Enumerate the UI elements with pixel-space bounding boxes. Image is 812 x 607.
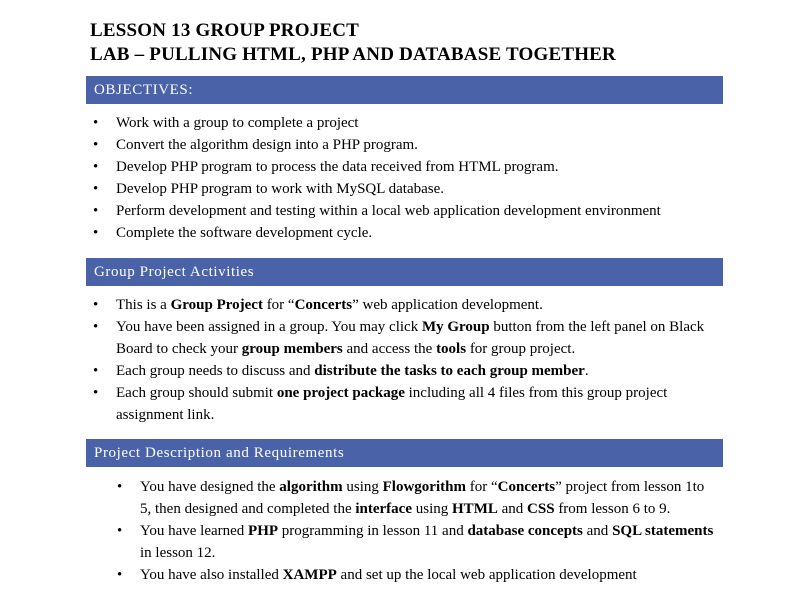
text-run: for group project. bbox=[466, 341, 576, 357]
text-run-bold: SQL statements bbox=[612, 523, 714, 539]
text-run: from lesson 6 to 9. bbox=[554, 501, 671, 517]
bullet-icon: • bbox=[93, 363, 99, 379]
text-run: and bbox=[497, 501, 528, 517]
text-run-bold: distribute the tasks to each group member bbox=[314, 363, 585, 379]
list-item bbox=[90, 200, 730, 222]
list-item bbox=[90, 382, 730, 426]
bullet-icon: • bbox=[117, 479, 123, 495]
text-run: for “ bbox=[262, 297, 295, 313]
bullet-icon: • bbox=[93, 137, 99, 153]
list-item bbox=[90, 134, 730, 156]
text-run-bold: Concerts bbox=[294, 297, 353, 313]
list-item bbox=[114, 520, 714, 564]
activities-heading: Group Project Activities bbox=[86, 258, 723, 286]
text-run: and access the bbox=[342, 341, 437, 357]
bullet-icon: • bbox=[117, 567, 123, 583]
list-item-text: Develop PHP program to process the data received from HTML program. bbox=[116, 159, 559, 175]
bullet-icon: • bbox=[93, 159, 99, 175]
list-item bbox=[90, 222, 730, 244]
text-run-bold: Flowgorithm bbox=[382, 479, 466, 495]
list-item-text: Complete the software development cycle. bbox=[116, 225, 373, 241]
text-run: for “ bbox=[465, 479, 498, 495]
list-item bbox=[90, 112, 730, 134]
list-item-text: Work with a group to complete a project bbox=[116, 115, 359, 131]
text-run: using bbox=[342, 479, 383, 495]
list-item bbox=[90, 294, 730, 316]
lab-title: LAB – PULLING HTML, PHP AND DATABASE TOGETHER bbox=[90, 44, 616, 65]
text-run-bold: Group Project bbox=[170, 297, 263, 313]
text-run: You have been assigned in a group. You may click bbox=[116, 319, 422, 335]
text-run: using bbox=[412, 501, 453, 517]
text-run-bold: PHP bbox=[248, 523, 279, 539]
text-run-bold: algorithm bbox=[279, 479, 343, 495]
bullet-icon: • bbox=[93, 385, 99, 401]
text-run-bold: HTML bbox=[452, 501, 498, 517]
text-run-bold: interface bbox=[355, 501, 412, 517]
list-item bbox=[114, 476, 714, 520]
text-run: ” project from lesson 1to 5, then designed and completed the bbox=[140, 479, 705, 517]
text-run: You have designed the bbox=[140, 479, 280, 495]
list-item bbox=[90, 156, 730, 178]
text-run: including all 4 files from this group project assignment link. bbox=[116, 385, 668, 423]
text-run: This is a bbox=[116, 297, 171, 313]
list-item bbox=[90, 360, 730, 382]
text-run-bold: Concerts bbox=[497, 479, 556, 495]
text-run-bold: database concepts bbox=[467, 523, 583, 539]
project-heading: Project Description and Requirements bbox=[86, 439, 723, 467]
bullet-icon: • bbox=[93, 115, 99, 131]
activities-list bbox=[90, 294, 730, 426]
lesson-title: LESSON 13 GROUP PROJECT bbox=[90, 20, 360, 41]
bullet-icon: • bbox=[93, 203, 99, 219]
bullet-icon: • bbox=[93, 319, 99, 335]
list-item-text: Perform development and testing within a local web application development environment bbox=[116, 203, 661, 219]
list-item bbox=[90, 316, 730, 360]
list-item-text: Develop PHP program to work with MySQL database. bbox=[116, 181, 445, 197]
text-run: and bbox=[582, 523, 613, 539]
text-run-bold: group members bbox=[241, 341, 343, 357]
text-run: in lesson 12. bbox=[140, 545, 216, 561]
text-run: You have learned bbox=[140, 523, 249, 539]
text-run: and set up the local web application development bbox=[336, 567, 637, 583]
text-run-bold: one project package bbox=[276, 385, 405, 401]
text-run: Each group should submit bbox=[116, 385, 277, 401]
text-run: ” web application development. bbox=[352, 297, 543, 313]
bullet-icon: • bbox=[117, 523, 123, 539]
objectives-list bbox=[90, 112, 730, 244]
text-run-bold: XAMPP bbox=[282, 567, 337, 583]
bullet-icon: • bbox=[93, 225, 99, 241]
bullet-icon: • bbox=[93, 297, 99, 313]
text-run: button from the left panel on Black Board to check your bbox=[116, 319, 705, 357]
bullet-icon: • bbox=[93, 181, 99, 197]
project-list bbox=[114, 476, 714, 586]
list-item bbox=[90, 178, 730, 200]
text-run-bold: tools bbox=[436, 341, 467, 357]
text-run: . bbox=[584, 363, 589, 379]
text-run-bold: CSS bbox=[527, 501, 555, 517]
text-run: programming in lesson 11 and bbox=[278, 523, 468, 539]
objectives-heading: OBJECTIVES: bbox=[86, 76, 723, 104]
text-run: Each group needs to discuss and bbox=[116, 363, 315, 379]
text-run-bold: My Group bbox=[421, 319, 490, 335]
list-item-text: Convert the algorithm design into a PHP program. bbox=[116, 137, 418, 153]
text-run: You have also installed bbox=[140, 567, 283, 583]
list-item bbox=[114, 564, 714, 586]
